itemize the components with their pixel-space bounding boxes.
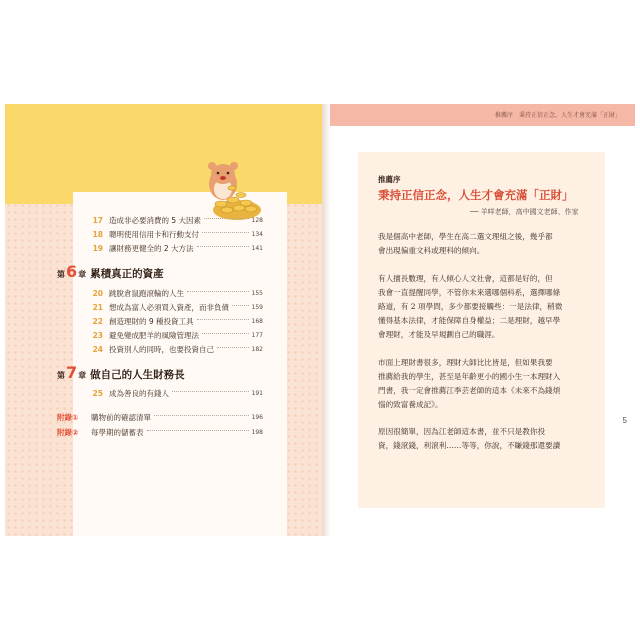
item-title: 創造理財的 9 種投資工具: [109, 317, 194, 326]
text-line: 我會一直提醒同學，不管你未來選哪個科系，選擇哪條: [378, 288, 561, 297]
text-line: 懂得基本法律，才能保障自身權益；二是理財，越早學: [378, 316, 561, 325]
toc-item[interactable]: [91, 229, 263, 240]
page-number: 5: [622, 416, 627, 425]
item-page: 182: [251, 346, 263, 353]
item-number: 24: [92, 345, 103, 354]
appendix-item[interactable]: [57, 427, 263, 438]
toc-page: [5, 104, 323, 536]
hamster-coins-illustration: [201, 142, 261, 222]
toc-item[interactable]: [91, 243, 263, 254]
item-page: 191: [251, 390, 263, 397]
item-number: 23: [92, 331, 103, 340]
preface-sheet: [358, 152, 605, 508]
item-page: 141: [251, 245, 263, 252]
dot-leader: [197, 246, 249, 247]
dot-leader: [217, 347, 249, 348]
appendix-page: 198: [251, 429, 263, 436]
toc-item[interactable]: [91, 388, 263, 399]
item-page: 168: [251, 318, 263, 325]
chapter-suffix: 章: [78, 371, 87, 380]
item-number: 19: [92, 244, 103, 253]
chapter-suffix: 章: [78, 270, 87, 279]
item-number: 22: [92, 317, 103, 326]
item-title: 讓財務更健全的 2 大方法: [109, 244, 194, 253]
text-line: 原因很簡單，因為江老師這本書，並不只是教你投: [378, 427, 546, 436]
item-title: 跳脫倉鼠跑滾輪的人生: [109, 289, 184, 298]
preface-title: 秉持正信正念，人生才會充滿「正財」: [378, 188, 574, 202]
item-title: 想成為富人必須買入資產，而非負債: [109, 303, 229, 312]
preface-author: ── 羊咩老師，高中國文老師、作家: [470, 208, 579, 216]
item-number: 17: [92, 216, 103, 225]
chapter-7-heading[interactable]: [57, 363, 185, 382]
dot-leader: [154, 415, 249, 416]
dot-leader: [202, 232, 249, 233]
item-title: 成為善良的有錢人: [109, 389, 169, 398]
appendix-page: 196: [251, 414, 263, 421]
section-label: 推薦序: [378, 175, 401, 184]
item-page: 177: [251, 332, 263, 339]
dot-leader: [232, 305, 249, 306]
text-line: 惱的致富養成記》。: [378, 400, 443, 409]
chapter-number: 7: [66, 363, 78, 382]
chapter-title: 累積真正的資產: [90, 268, 164, 280]
item-title: 投資別人的同時，也要投資自己: [109, 345, 214, 354]
book-spread: [5, 104, 635, 536]
chapter-prefix: 第: [57, 270, 65, 279]
appendix-item[interactable]: [57, 412, 263, 423]
text-line: 會理財，才能及早規劃自己的職涯。: [378, 330, 500, 339]
item-number: 20: [92, 289, 103, 298]
paragraph: [378, 425, 590, 453]
item-number: 21: [92, 303, 103, 312]
item-page: 134: [251, 231, 263, 238]
text-line: 市面上理財書很多，理財大師比比皆是，但如果我要: [378, 358, 553, 367]
paragraph: [378, 230, 590, 258]
item-title: 造成非必要消費的 5 大因素: [109, 216, 202, 225]
item-number: 25: [92, 389, 103, 398]
dot-leader: [202, 333, 249, 334]
preface-page: [330, 104, 635, 536]
item-title: 避免變成肥羊的風險管理法: [109, 331, 199, 340]
paragraph: [378, 356, 590, 412]
chapter-6-heading[interactable]: [57, 262, 164, 281]
text-line: 推薦給我的學生，甚至是年齡更小的國小生一本理財入: [378, 372, 561, 381]
toc-item[interactable]: [91, 215, 263, 226]
appendix-title: 每學期的儲蓄表: [91, 428, 144, 437]
item-page: 155: [251, 290, 263, 297]
chapter-number: 6: [66, 262, 78, 281]
running-head: 推薦序 秉持正信正念，人生才會充滿「正財」: [494, 112, 621, 119]
appendix-label: 附錄②: [57, 428, 79, 437]
text-line: 資，錢滾錢，利滾利……等等，你說，不賺錢那還要讀: [378, 441, 561, 450]
text-line: 我是個高中老師，學生在高二選文理組之後，幾乎都: [378, 232, 553, 241]
chapter-title: 做自己的人生財務長: [90, 369, 185, 381]
text-line: 路道，有 2 項學問，多少都要接觸些：一是法律，稍微: [378, 302, 563, 311]
toc-item[interactable]: [91, 330, 263, 341]
item-page: 128: [251, 217, 263, 224]
appendix-title: 購物前的確認清單: [91, 413, 151, 422]
toc-item[interactable]: [91, 288, 263, 299]
dot-leader: [172, 391, 249, 392]
text-line: 會出現偏重文科或理科的傾向。: [378, 246, 485, 255]
appendix-label: 附錄①: [57, 413, 79, 422]
header-band: [5, 104, 323, 204]
toc-item[interactable]: [91, 302, 263, 313]
item-number: 18: [92, 230, 103, 239]
toc-item[interactable]: [91, 316, 263, 327]
toc-item[interactable]: [91, 344, 263, 355]
item-page: 159: [251, 304, 263, 311]
dot-leader: [187, 291, 249, 292]
text-line: 門書，我一定會推薦江季芸老師的這本《未來不為錢煩: [378, 386, 561, 395]
dot-leader: [197, 319, 249, 320]
dot-leader: [147, 430, 249, 431]
chapter-prefix: 第: [57, 371, 65, 380]
dot-leader: [204, 218, 249, 219]
paragraph: [378, 272, 590, 342]
text-line: 有人擅長數理，有人傾心人文社會，這都是好的，但: [378, 274, 553, 283]
item-title: 聰明使用信用卡和行動支付: [109, 230, 199, 239]
